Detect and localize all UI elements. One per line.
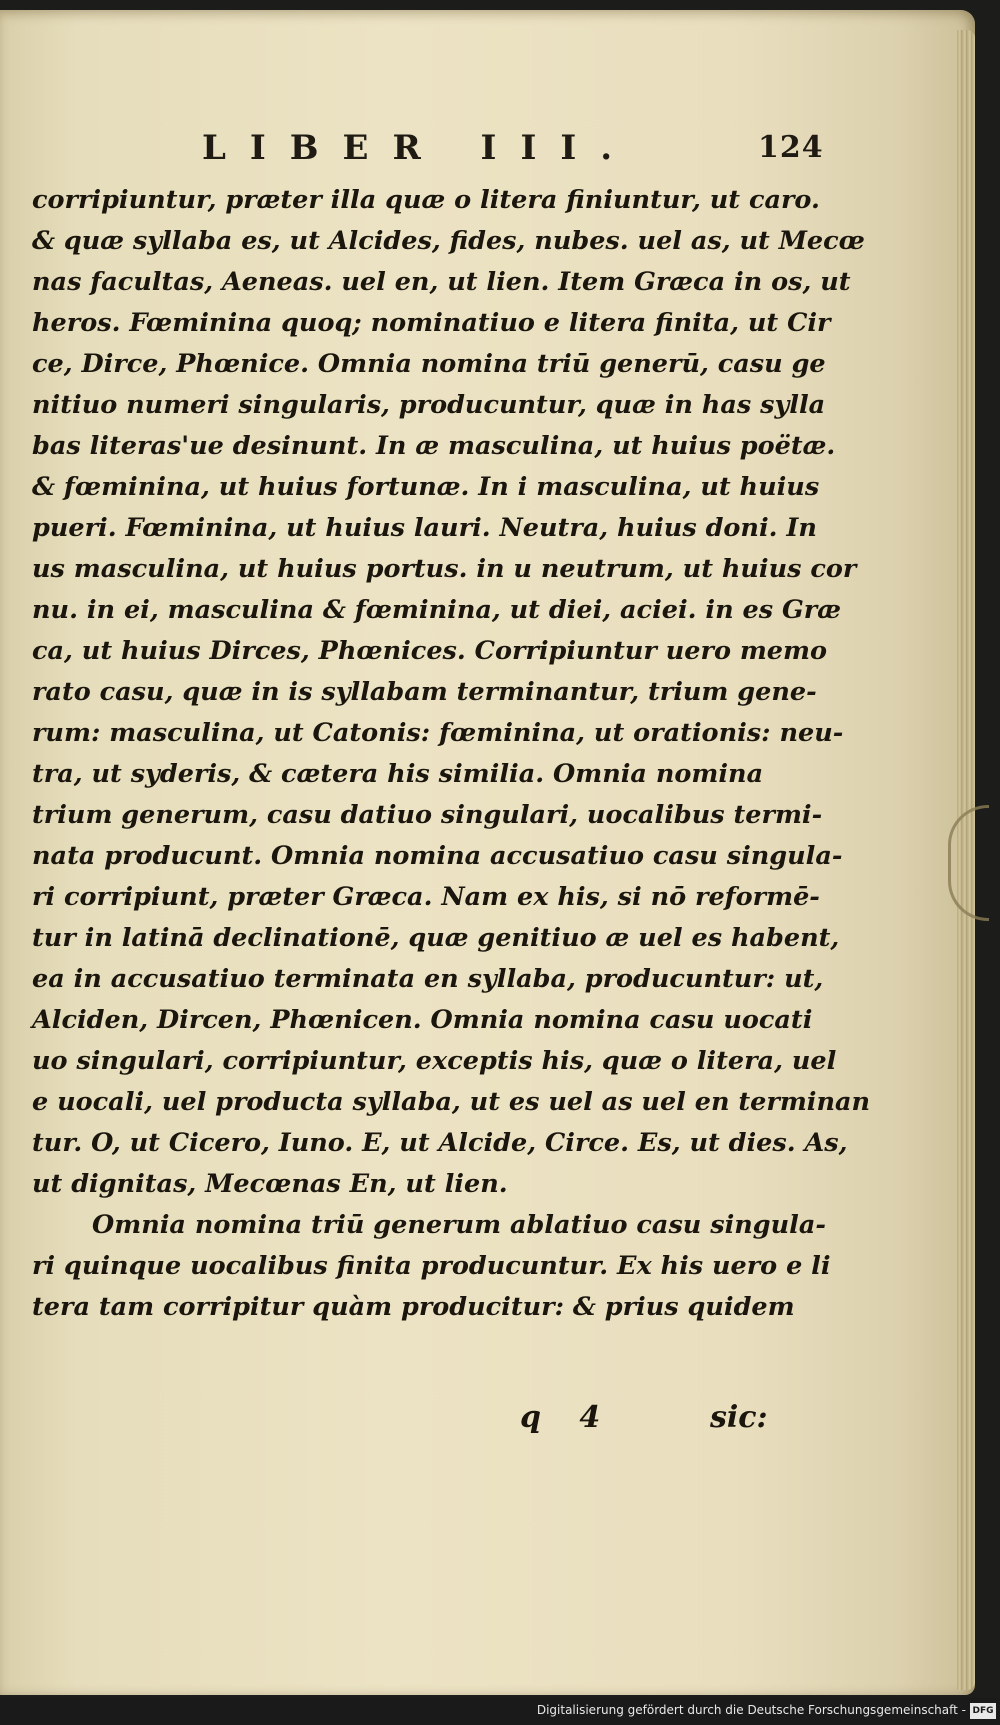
- text-line: ca, ut huius Dirces, Phœnices. Corripiuntur uero memo: [32, 636, 828, 666]
- folio-number: 124: [758, 130, 824, 165]
- text-line: nu. in ei, masculina & fœminina, ut diei, aciei. in es Græ: [32, 595, 841, 625]
- text-line: heros. Fœminina quoq; nominatiuo e litera finita, ut Cir: [32, 308, 831, 338]
- text-line: & quæ syllaba es, ut Alcides, fides, nubes. uel as, ut Mecœ: [32, 226, 865, 256]
- text-line: nas facultas, Aeneas. uel en, ut lien. Item Græca in os, ut: [32, 267, 851, 297]
- text-line: ea in accusatiuo terminata en syllaba, producuntur: ut,: [32, 964, 824, 994]
- text-line: Alciden, Dircen, Phœnicen. Omnia nomina casu uocati: [32, 1005, 813, 1035]
- text-line: rato casu, quæ in is syllabam terminantur, trium gene-: [32, 677, 817, 707]
- page-header: [180, 128, 824, 172]
- running-head: LIBER III.: [202, 128, 637, 168]
- text-line: tra, ut syderis, & cætera his similia. Omnia nomina: [32, 759, 764, 789]
- text-line-paragraph-start: Omnia nomina triū generum ablatiuo casu singula-: [92, 1210, 826, 1240]
- text-line: rum: masculina, ut Catonis: fœminina, ut orationis: neu-: [32, 718, 844, 748]
- digitization-credit: Digitalisierung gefördert durch die Deutsche Forschungsgemeinschaft -: [536, 1703, 966, 1717]
- text-line: trium generum, casu datiuo singulari, uocalibus termi-: [32, 800, 823, 830]
- text-line: corripiuntur, præter illa quæ o litera finiuntur, ut caro.: [32, 185, 820, 215]
- text-line: nata producunt. Omnia nomina accusatiuo casu singula-: [32, 841, 843, 871]
- text-line: e uocali, uel producta syllaba, ut es uel as uel en terminan: [32, 1087, 871, 1117]
- book-clasp: [948, 805, 989, 921]
- text-line: ut dignitas, Mecœnas En, ut lien.: [32, 1169, 508, 1199]
- text-line: tur. O, ut Cicero, Iuno. E, ut Alcide, Circe. Es, ut dies. As,: [32, 1128, 848, 1158]
- catchword: sic:: [710, 1400, 768, 1435]
- text-line: ce, Dirce, Phœnice. Omnia nomina triū generū, casu ge: [32, 349, 826, 379]
- text-line: tera tam corripitur quàm producitur: & prius quidem: [32, 1292, 795, 1322]
- text-line: us masculina, ut huius portus. in u neutrum, ut huius cor: [32, 554, 857, 584]
- text-line: nitiuo numeri singularis, producuntur, quæ in has sylla: [32, 390, 826, 420]
- text-line: ri quinque uocalibus finita producuntur. Ex his uero e li: [32, 1251, 831, 1281]
- signature-mark: q 4: [520, 1400, 615, 1435]
- text-line: ri corripiunt, præter Græca. Nam ex his, si nō reformē-: [32, 882, 820, 912]
- digitization-footer: [0, 1698, 1000, 1725]
- text-line: uo singulari, corripiuntur, exceptis his, quæ o litera, uel: [32, 1046, 837, 1076]
- text-line: tur in latinā declinationē, quæ genitiuo æ uel es habent,: [32, 923, 840, 953]
- book-page: [0, 10, 975, 1695]
- body-text: [32, 180, 871, 1328]
- dfg-logo: DFG: [970, 1703, 996, 1719]
- text-line: pueri. Fœminina, ut huius lauri. Neutra, huius doni. In: [32, 513, 817, 543]
- text-line: bas literas'ue desinunt. In æ masculina, ut huius poëtæ.: [32, 431, 836, 461]
- text-line: & fœminina, ut huius fortunæ. In i masculina, ut huius: [32, 472, 820, 502]
